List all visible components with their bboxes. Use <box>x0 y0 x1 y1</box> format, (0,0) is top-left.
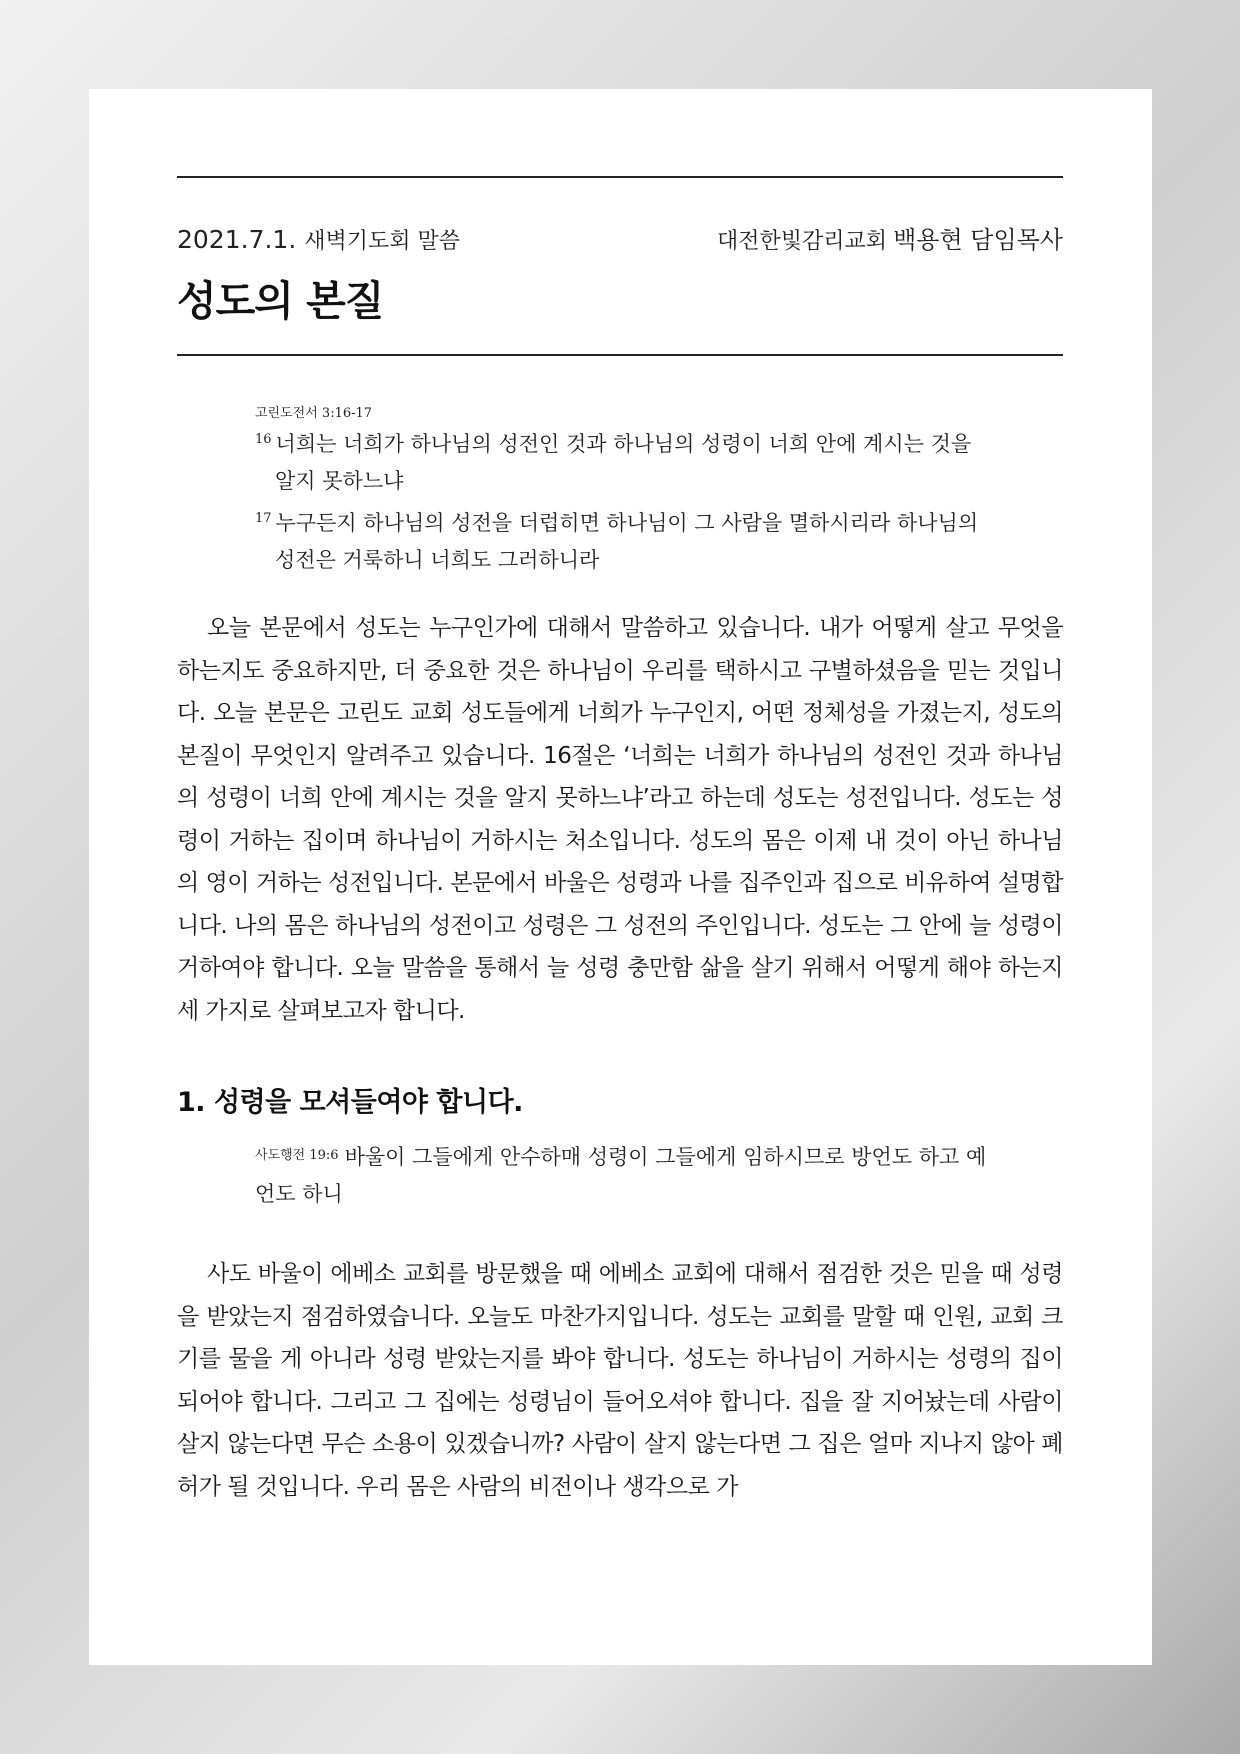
church-name: 대전한빛감리교회 <box>717 229 888 254</box>
section-scripture <box>255 1137 990 1213</box>
service-name: 새벽기도회 말씀 <box>304 229 461 254</box>
scripture-block <box>255 402 990 579</box>
section-scripture-text: 바울이 그들에게 안수하매 성령이 그들에게 임하시므로 방언도 하고 예언도 하니 <box>255 1145 987 1207</box>
section-paragraph: 사도 바울이 에베소 교회를 방문했을 때 에베소 교회에 대해서 점검한 것은 믿을 때 성령을 받았는지 점검하였습니다. 오늘도 마찬가지입니다. 성도는 교회를 말할 때 인원, 교회 크기를 물을 게 아니라 성령 받았는지를 봐야 합니다. 성도는 하나님이 거하시는 성령의 집이 되어야 합니다. 그리고 그 집에는 성령님이 들어오셔야 합니다. 집을 잘 지어놨는데 사람이 살지 않는다면 무슨 소용이 있겠습니까? 사람이 살지 않는다면 그 집은 얼마 지나지 않아 폐허가 될 것입니다. 우리 몸은 사람의 비전이나 생각으로 가 <box>177 1261 1063 1500</box>
scripture-verse <box>255 421 990 500</box>
intro-paragraph: 오늘 본문에서 성도는 누구인가에 대해서 말씀하고 있습니다. 내가 어떻게 살고 무엇을 하는지도 중요하지만, 더 중요한 것은 하나님이 우리를 택하시고 구별하셨음을 믿는 것입니다. 오늘 본문은 고린도 교회 성도들에게 너희가 누구인지, 어떤 정체성을 가졌는지, 성도의 본질이 무엇인지 알려주고 있습니다. 16절은 ‘너희는 너희가 하나님의 성전인 것과 하나님의 성령이 너희 안에 계시는 것을 알지 못하느냐’라고 하는데 성도는 성전입니다. 성도는 성령이 거하는 집이며 하나님이 거하시는 처소입니다. 성도의 몸은 이제 내 것이 아닌 하나님의 영이 거하는 성전입니다. 본문에서 바울은 성령과 나를 집주인과 집으로 비유하여 설명합니다. 나의 몸은 하나님의 성전이고 성령은 그 성전의 주인입니다. 성도는 그 안에 늘 성령이 거하여야 합니다. 오늘 말씀을 통해서 늘 성령 충만함 삶을 살기 위해서 어떻게 해야 하는지 세 가지로 살펴보고자 합니다. <box>177 615 1063 1024</box>
top-divider <box>177 176 1063 178</box>
page-title: 성도의 본질 <box>177 277 384 325</box>
section-scripture-reference: 사도행전 19:6 <box>255 1148 339 1164</box>
document-meta <box>177 220 1063 255</box>
title-divider <box>177 354 1063 356</box>
document-page <box>89 89 1152 1665</box>
scripture-reference: 고린도전서 3:16-17 <box>255 406 373 422</box>
pastor-name: 백용현 담임목사 <box>893 226 1063 254</box>
verse-number: 16 <box>255 432 272 448</box>
section-heading: 1. 성령을 모셔들여야 합니다. <box>177 1087 523 1119</box>
scripture-verse <box>255 500 990 579</box>
sermon-date: 2021.7.1. <box>177 225 297 254</box>
verse-text: 너희는 너희가 하나님의 성전인 것과 하나님의 성령이 너희 안에 계시는 것을 알지 못하느냐 <box>275 432 972 494</box>
document-content <box>177 176 1063 1508</box>
meta-right <box>717 220 1063 255</box>
verse-text: 누구든지 하나님의 성전을 더럽히면 하나님이 그 사람을 멸하시리라 하나님의 성전은 거룩하니 너희도 그러하니라 <box>275 511 979 573</box>
section-scripture-verse <box>255 1137 990 1213</box>
verse-number: 17 <box>255 511 272 527</box>
meta-left <box>177 224 460 255</box>
